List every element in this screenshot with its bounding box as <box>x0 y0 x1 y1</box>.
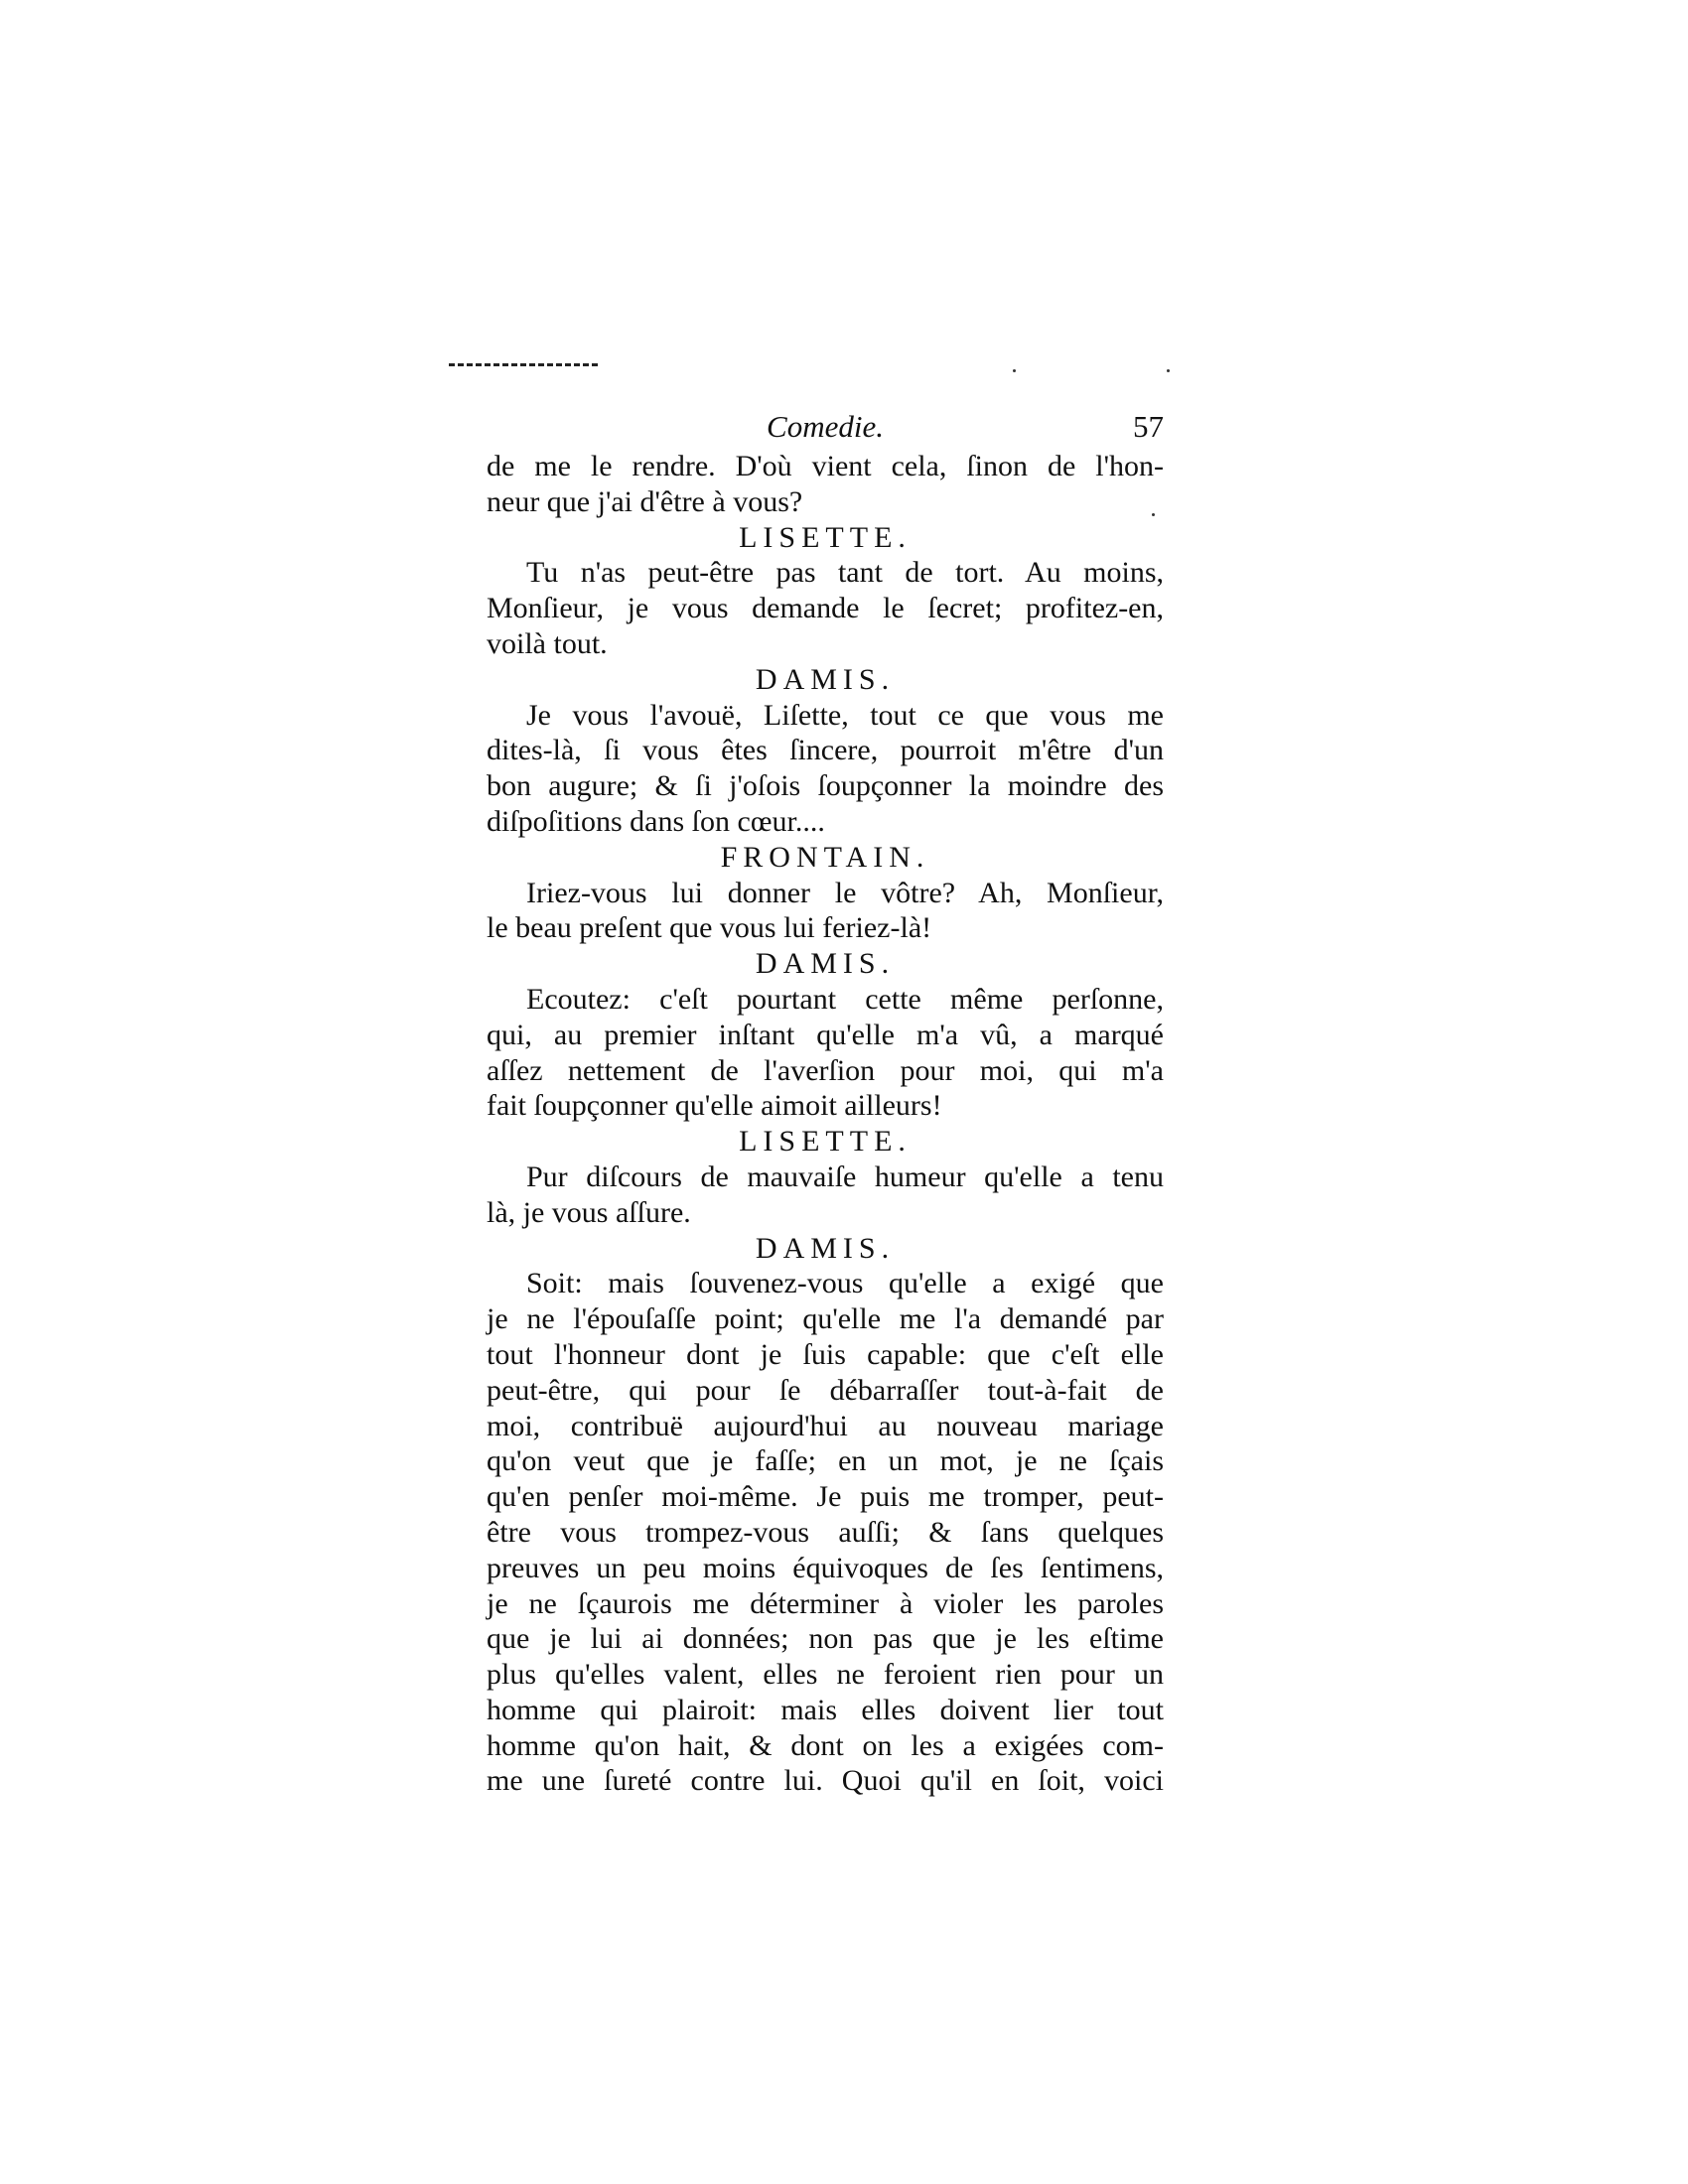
text-line: diſpoſitions dans ſon cœur.... <box>487 804 825 838</box>
text-line: peut-être, qui pour ſe débarraſſer tout-à-fait de <box>487 1373 1164 1407</box>
text-line: aſſez nettement de l'averſion pour moi, qui m'a <box>487 1053 1164 1087</box>
text-line: homme qu'on hait, & dont on les a exigées com- <box>487 1728 1164 1762</box>
text-line: tout l'honneur dont je ſuis capable: que c'eſt elle <box>487 1337 1164 1371</box>
speaker-name: FRONTAIN. <box>720 840 930 874</box>
text-line: plus qu'elles valent, elles ne feroient rien pour un <box>487 1658 1164 1692</box>
text-line: homme qui plairoit: mais elles doivent lier tout <box>487 1693 1164 1726</box>
text-line: me une ſureté contre lui. Quoi qu'il en ſoit, voici <box>487 1764 1164 1798</box>
text-line: moi, contribuë aujourd'hui au nouveau mariage <box>487 1409 1164 1442</box>
running-title: Comedie. <box>767 409 884 444</box>
text-line: de me le rendre. D'où vient cela, ſinon de l'hon- <box>487 450 1164 482</box>
text-line: qui, au premier inſtant qu'elle m'a vû, a marqué <box>487 1018 1164 1051</box>
text-line: qu'on veut que je faſſe; en un mot, je ne ſçais <box>487 1444 1164 1478</box>
text-line: bon augure; & ſi j'oſois ſoupçonner la moindre des <box>487 769 1164 803</box>
speck <box>1013 369 1016 372</box>
text-line: Iriez-vous lui donner le vôtre? Ah, Monſieur, <box>526 876 1164 909</box>
text-line: preuves un peu moins équivoques de ſes ſentimens, <box>487 1551 1164 1584</box>
text-line: je ne l'épouſaſſe point; qu'elle me l'a demandé par <box>487 1302 1164 1336</box>
speaker-name: DAMIS. <box>755 662 896 696</box>
page-header <box>487 409 1164 449</box>
text-line: voilà tout. <box>487 626 608 660</box>
speaker-name: DAMIS. <box>755 947 896 981</box>
text-line: là, je vous aſſure. <box>487 1195 691 1229</box>
text-line: Tu n'as peut-être pas tant de tort. Au moins, <box>526 556 1164 590</box>
text-line: fait ſoupçonner qu'elle aimoit ailleurs! <box>487 1089 942 1123</box>
speaker-name: LISETTE. <box>739 520 912 554</box>
text-line: Je vous l'avouë, Liſette, tout ce que vous me <box>526 698 1164 732</box>
book-page <box>487 409 1164 1799</box>
page-number: 57 <box>1133 409 1164 444</box>
text-line: Pur diſcours de mauvaiſe humeur qu'elle a tenu <box>526 1160 1164 1193</box>
text-line: je ne ſçaurois me déterminer à violer les paroles <box>487 1586 1164 1620</box>
speck <box>1167 369 1170 372</box>
speaker-name: DAMIS. <box>755 1231 896 1265</box>
text-line: Soit: mais ſouvenez-vous qu'elle a exigé que <box>526 1267 1164 1300</box>
printing-smudge <box>449 363 598 370</box>
text-line: Ecoutez: c'eſt pourtant cette même perſonne, <box>526 982 1164 1016</box>
page-body <box>487 449 1164 1799</box>
text-line: neur que j'ai d'être à vous? <box>487 484 803 518</box>
text-line: dites-là, ſi vous êtes ſincere, pourroit m'être d'un <box>487 734 1164 767</box>
text-line: que je lui ai données; non pas que je les eſtime <box>487 1622 1164 1656</box>
text-line: qu'en penſer moi-même. Je puis me tromper, peut- <box>487 1480 1164 1514</box>
text-line: le beau preſent que vous lui feriez-là! <box>487 911 932 945</box>
text-line: être vous trompez-vous auſſi; & ſans quelques <box>487 1515 1164 1549</box>
text-line: Monſieur, je vous demande le ſecret; profitez-en, <box>487 592 1164 625</box>
speaker-name: LISETTE. <box>739 1125 912 1159</box>
